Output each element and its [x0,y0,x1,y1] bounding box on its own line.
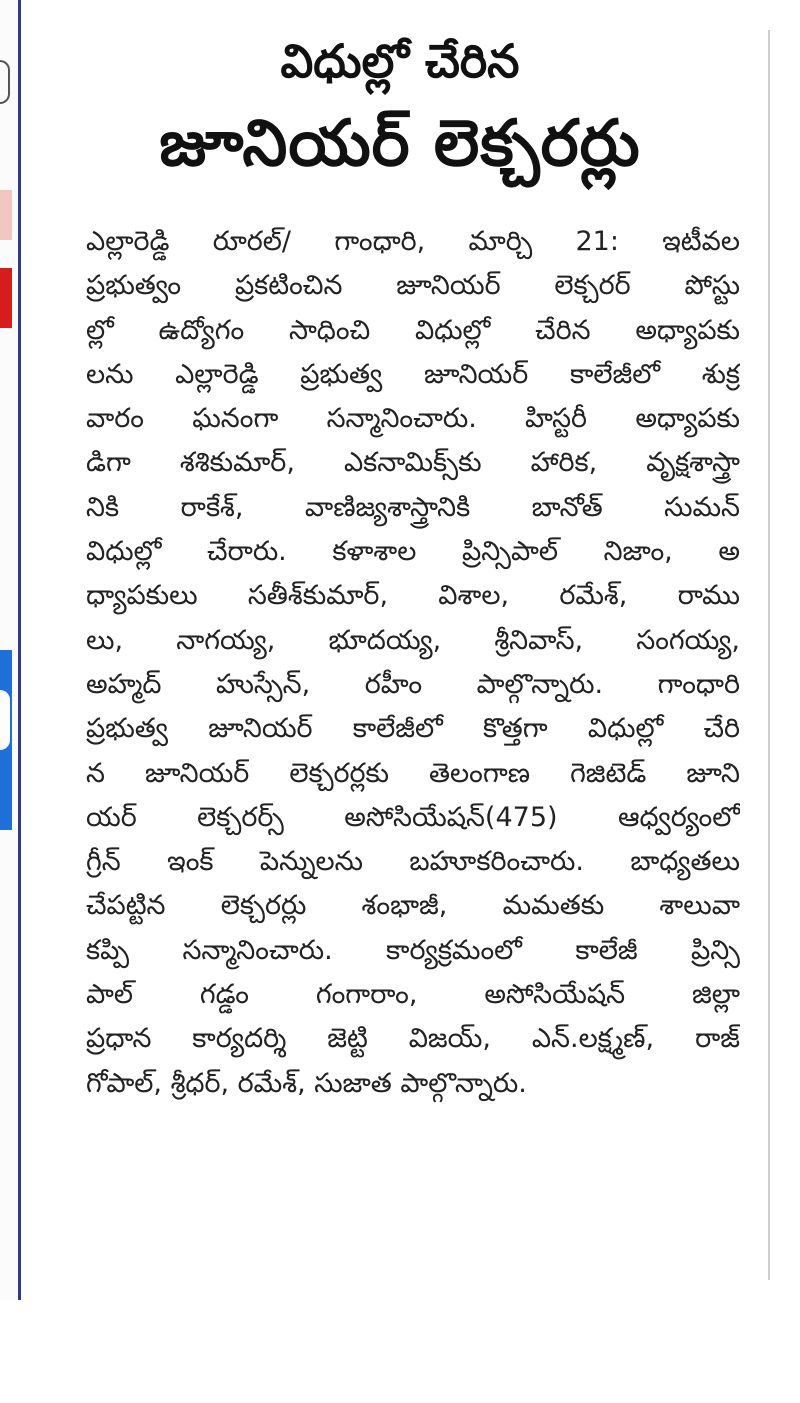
article-line: లు, నాగయ్య, భూదయ్య, శ్రీనివాస్, సంగయ్య, [86,624,740,656]
article-line: ప్రధాన కార్యదర్శి జెట్టి విజయ్, ఎన్.లక్ష్మణ్, రాజ్ [86,1023,740,1055]
adjacent-column-fragment [0,190,12,240]
adjacent-column-fragment [0,60,10,104]
article-kicker: విధుల్లో చేరిన [280,34,520,88]
article-line: న జూనియర్ లెక్చరర్లకు తెలంగాణ గెజిటెడ్ జూని [86,757,740,789]
article-line: ప్రభుత్వ జూనియర్ కాలేజీలో కొత్తగా విధుల్లో చేరి [86,713,740,745]
article-headline: జూనియర్ లెక్చరర్లు [159,107,641,181]
news-article [60,20,740,1106]
article-line: నికి రాకేశ్, వాణిజ్యశాస్త్రానికి బానోత్ సుమన్ [86,491,740,523]
adjacent-column-fragment [0,690,10,750]
article-line: కప్పి సన్మానించారు. కార్యక్రమంలో కాలేజీ ప్రిన్సి [86,934,740,966]
article-line: అహ్మద్ హుస్సేన్, రహీం పాల్గొన్నారు. గాంధారి [86,668,740,700]
article-line: గ్రీన్ ఇంక్ పెన్నులను బహూకరించారు. బాధ్యతలు [86,846,740,878]
article-line: గోపాల్, శ్రీధర్, రమేశ్, సుజాత పాల్గొన్నారు. [86,1067,527,1099]
article-line: ప్రభుత్వం ప్రకటించిన జూనియర్ లెక్చరర్ పోస్టు [86,270,740,302]
article-line: లను ఎల్లారెడ్డి ప్రభుత్వ జూనియర్ కాలేజీలో శుక్ర [86,358,740,390]
article-body [60,220,740,1106]
article-line: యర్ లెక్చరర్స్ అసోసియేషన్(475) ఆధ్వర్యంలో [86,801,740,833]
article-line: వారం ఘనంగా సన్మానించారు. హిస్టరీ అధ్యాపకు [86,403,740,435]
article-line: ధ్యాపకులు సతీశ్‌కుమార్, విశాల, రమేశ్, రాము [86,580,740,612]
article-line: పాల్ గడ్డం గంగారాం, అసోసియేషన్ జిల్లా [86,979,740,1011]
article-line: ల్లో ఉద్యోగం సాధించి విధుల్లో చేరిన అధ్యాపకు [86,314,740,346]
article-line: చేపట్టిన లెక్చరర్లు శంభాజీ, మమతకు శాలువా [86,890,740,922]
column-divider [768,30,770,1280]
article-line: ఎల్లారెడ్డి రూరల్/ గాంధారి, మార్చి 21: ఇటీవల [86,226,740,257]
adjacent-column-fragment [0,268,12,328]
article-line: డిగా శశికుమార్, ఎకనామిక్స్‌కు హారిక, వృక్షశాస్త్రా [86,447,740,479]
article-line: విధుల్లో చేరారు. కళాశాల ప్రిన్సిపాల్ నిజాం, అ [86,536,740,568]
adjacent-column-strip [0,0,21,1300]
